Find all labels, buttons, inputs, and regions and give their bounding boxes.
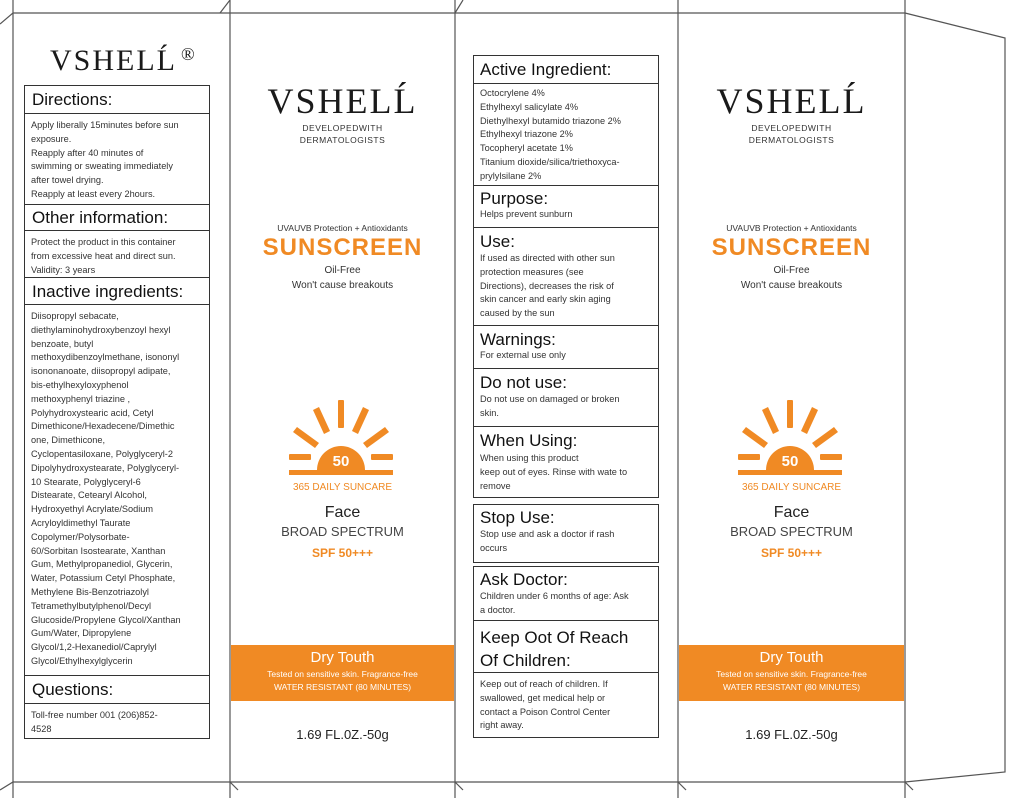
sun-number: 50 bbox=[332, 453, 350, 470]
spf-label: SPF 50+++ bbox=[760, 546, 823, 560]
net-content: 1.69 FL.0Z.-50g bbox=[296, 727, 389, 742]
purpose-text: Helps prevent sunburn bbox=[480, 209, 573, 219]
donot-title: Do not use: bbox=[480, 373, 567, 392]
face-label: Face bbox=[324, 504, 361, 521]
band-title: Dry Touth bbox=[310, 649, 375, 666]
inactive-text: Diisopropyl sebacate, diethylaminohydroxybenzoyl hexyl benzoate, butyl methoxydibenzoylmethane, isononyl isononanoate, diisopropyl adipate, bis-ethylhexyloxyphenol methoxyphenyl triazine , Polyhydroxystearic acid, Cetyl Dimethicone/Hexadecene/Dimethic one, Dimethicone, Cyclopentasiloxane, Polyglyceryl-2 Dipolyhydroxystearate, Polyglyceryl- 10 Stearate, Polyglyceryl-6 Distearate, Cetearyl Alcohol, Hydroxyethyl Acrylate/Sodium Acryloyldimethyl Taurate Copolymer/Polysorbate- 60/Sorbitan Isostearate, Xanthan Gum, Methylpropanediol, Glycerin, Water, Potassium Cetyl Phosphate, Methylene Bis-Benzotriazolyl Tetramethylbutylphenol/Decyl Glucoside/Propylene Glycol/Xanthan Gum/Water, Dipropylene Glycol/1,2-Hexanediol/Caprylyl Glycol/Ethylhexylglycerin bbox=[31, 311, 181, 666]
purpose-title: Purpose: bbox=[480, 189, 549, 208]
sun-icon bbox=[738, 398, 844, 476]
band-line-2: WATER RESISTANT (80 MINUTES) bbox=[722, 682, 861, 692]
no-breakouts: Won't cause breakouts bbox=[740, 280, 843, 291]
protection-claim: UVAUVB Protection + Antioxidants bbox=[726, 223, 857, 233]
tagline-2: DERMATOLOGISTS bbox=[299, 135, 386, 145]
other-info-text: Protect the product in this container from excessive heat and direct sun. Validity: 3 years bbox=[31, 237, 176, 275]
brand-name: VSHELĹ bbox=[267, 81, 418, 121]
net-content: 1.69 FL.0Z.-50g bbox=[745, 727, 838, 742]
stop-text: Stop use and ask a doctor if rash occurs bbox=[480, 529, 615, 553]
brand-logo bbox=[679, 80, 904, 122]
warnings-title: Warnings: bbox=[480, 330, 556, 349]
donot-text: Do not use on damaged or broken skin. bbox=[480, 394, 620, 418]
daily-suncare: 365 DAILY SUNCARE bbox=[292, 482, 393, 493]
product-name: SUNSCREEN bbox=[262, 234, 423, 261]
inactive-title: Inactive ingredients: bbox=[32, 282, 184, 301]
warnings-text: For external use only bbox=[480, 350, 566, 360]
when-title: When Using: bbox=[480, 431, 578, 450]
questions-text: Toll-free number 001 (206)852- 4528 bbox=[31, 710, 158, 734]
front-panel-2 bbox=[679, 14, 904, 781]
product-name: SUNSCREEN bbox=[711, 234, 872, 261]
band-line-1: Tested on sensitive skin. Fragrance-free bbox=[716, 669, 867, 679]
ask-title: Ask Doctor: bbox=[480, 570, 568, 589]
keep-text: Keep out of reach of children. If swallowed, get medical help or contact a Poison Control Center right away. bbox=[480, 679, 611, 731]
other-info-title: Other information: bbox=[32, 208, 169, 227]
active-text: Octocrylene 4% Ethylhexyl salicylate 4% Diethylhexyl butamido triazone 2% Ethylhexyl triazone 2% Tocopheryl acetate 1% Titanium dioxide/silica/triethoxyca- prylylsilane 2% bbox=[480, 88, 621, 181]
stop-title: Stop Use: bbox=[480, 508, 555, 527]
broad-spectrum: BROAD SPECTRUM bbox=[281, 524, 404, 539]
front-panel-1 bbox=[231, 14, 454, 781]
use-text: If used as directed with other sun protection measures (see Directions), decreases the risk of skin cancer and early skin aging caused by the sun bbox=[480, 253, 615, 319]
oil-free: Oil-Free bbox=[773, 265, 810, 276]
questions-title: Questions: bbox=[32, 680, 114, 699]
active-title: Active Ingredient: bbox=[480, 60, 612, 79]
band-line-2: WATER RESISTANT (80 MINUTES) bbox=[273, 682, 412, 692]
band-line-1: Tested on sensitive skin. Fragrance-free bbox=[267, 669, 418, 679]
tagline-1: DEVELOPEDWITH bbox=[302, 123, 383, 133]
registered-mark: ® bbox=[181, 44, 197, 64]
face-label: Face bbox=[773, 504, 810, 521]
dry-touch-band bbox=[679, 645, 904, 701]
brand-name: VSHELĹ bbox=[716, 81, 867, 121]
ask-text: Children under 6 months of age: Ask a doctor. bbox=[480, 591, 629, 615]
directions-text: Apply liberally 15minutes before sun exposure. Reapply after 40 minutes of swimming or sweating immediately after towel drying. Reapply at least every 2hours. bbox=[31, 120, 179, 199]
broad-spectrum: BROAD SPECTRUM bbox=[730, 524, 853, 539]
no-breakouts: Won't cause breakouts bbox=[291, 280, 394, 291]
brand-logo bbox=[231, 80, 454, 122]
band-title: Dry Touth bbox=[759, 649, 824, 666]
tagline-2: DERMATOLOGISTS bbox=[748, 135, 835, 145]
brand-name: VSHELĹ bbox=[50, 44, 177, 77]
keep-title-2: Of Children: bbox=[480, 651, 571, 670]
tagline-1: DEVELOPEDWITH bbox=[751, 123, 832, 133]
sun-icon bbox=[289, 398, 395, 476]
protection-claim: UVAUVB Protection + Antioxidants bbox=[277, 223, 408, 233]
oil-free: Oil-Free bbox=[324, 265, 361, 276]
when-text: When using this product keep out of eyes. Rinse with wate to remove bbox=[480, 453, 628, 491]
daily-suncare: 365 DAILY SUNCARE bbox=[741, 482, 842, 493]
dry-touch-band bbox=[231, 645, 454, 701]
keep-title-1: Keep Oot Of Reach bbox=[480, 628, 629, 647]
spf-label: SPF 50+++ bbox=[311, 546, 374, 560]
directions-title: Directions: bbox=[32, 90, 113, 109]
sun-number: 50 bbox=[781, 453, 799, 470]
brand-logo-left bbox=[50, 44, 197, 78]
use-title: Use: bbox=[480, 232, 515, 251]
